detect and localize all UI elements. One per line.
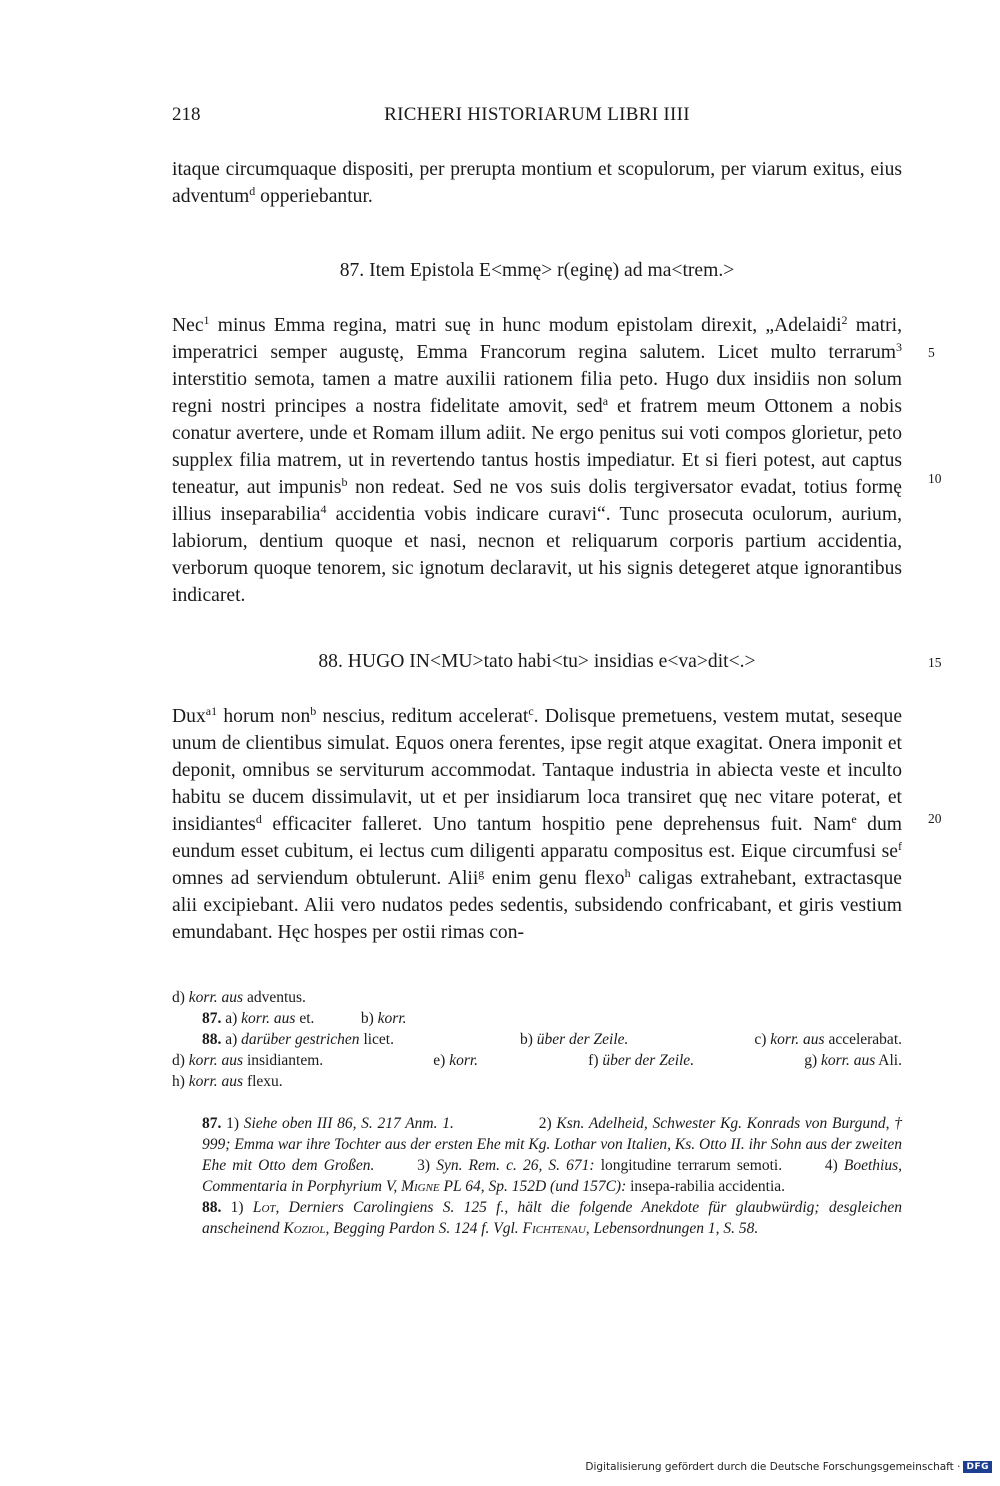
- chapter-87-body: Nec$^1$ minus Emma regina, matri suę in hunc modum epistolam direxit, „Adelaidi$^2$ matri, imperatrici semper augustę, Emma Francorum regina salutem. Licet multo terrarum$^3$ interstitio semota, tamen a matre auxilii rationem filia peto. Hugo dux insidiis non solum regni nostri principes a nostra fidelitate amovit, sed$^a$ et fratrem meum Ottonem a nobis conatur avertere, unde et Romam illum adiit. Ne ergo penitus sui voti compos glorietur, peto supplex filia matrem, ut in revertendo tantus hostis impediatur. Et si fieri potest, aut captus teneatur, aut impunis$^b$ non redeat. Sed ne vos suis dolis tergiversator evadat, totius formę illius inseparabilia$^4$ accidentia vobis indicare curavi“. Tunc prosecuta oculorum, aurium, labiorum, dentium quoque et nasi, necnon et reliquarum corporis partium accidentia, verborum quoque tenorem, sic ignotum declaravit, ut his signis detegeret atque ignorantibus indicaret.: [172, 313, 902, 606]
- textual-apparatus: d) korr. aus adventus. 87. a) korr. aus et. b) korr. 88. a) darüber gestrichen licet. b) über der Zeile. c) korr. aus accelerabat. d) korr. aus insidiantem. e) korr. f) über der Zeile. g) korr. aus Ali. h) korr. aus flexu.: [172, 989, 902, 1090]
- line-number: 10: [928, 471, 942, 486]
- line-number: 20: [928, 811, 942, 826]
- chapter-88-body: Dux$^{a1}$ horum non$^b$ nescius, reditum accelerat$^c$. Dolisque premetuens, vestem mutat, seseque unum de clientibus simulat. Equos onera ferentes, ipse regit atque exagitat. Onera imponit et deponit, omnibus se serviturum accommodat. Tantaque industria in abiecta veste et inculto habitu se ducem dissimulavit, ut et per insidiarum loca transiret quę nec vitare poterat, et insidiantes$^d$ efficaciter falleret. Uno tantum hospitio pene deprehensus fuit. Nam$^e$ dum eundum esset cubitum, ei lectus cum diligenti apparatu compositus est. Eique circumfusi $se^f$ omnes ad serviendum obtulerunt. Alii$^g$ enim genu flexo$^h$ caligas extrahebant, extractasque alii excipiebant. Alii vero nudatos pedes sedentis, subsidendo confricabant, et giris vestium emundabant. Hęc hospes per ostii rimas con-: [172, 704, 903, 943]
- page-number: 218: [172, 104, 201, 125]
- dfg-logo: DFG: [963, 1461, 992, 1473]
- commentary-notes: 87. 1) Siehe oben III 86, S. 217 Anm. 1. 2) Ksn. Adelheid, Schwester Kg. Konrads von Burgund, † 999; Emma war ihre Tochter aus der ersten Ehe mit Kg. Lothar von Italien, Ks. Otto II. ihr Sohn aus der zweiten Ehe mit Otto dem Großen. 3) Syn. Rem. c. 26, S. 671: longitudine terrarum semoti. 4) Boethius, Commentaria in Porphyrium V, Migne PL 64, Sp. 152D (und 157C): insepa-rabilia accidentia. 88. 1) Lot, Derniers Carolingiens S. 125 f., hält die folgende Anekdote für glaubwürdig; desgleichen anscheinend Koziol, Begging Pardon S. 124 f. Vgl. Fichtenau, Lebensordnungen 1, S. 58.: [202, 1115, 902, 1237]
- continuation-paragraph: itaque circumquaque dispositi, per prerupta montium et scopulorum, per viarum exitus, eius adventum$^d$ opperiebantur.: [172, 159, 902, 207]
- digitization-credit: [585, 1461, 992, 1473]
- running-head: [172, 104, 902, 134]
- chapter-88-heading: 88. HUGO IN<MU>tato habi<tu> insidias e<va>dit<.>: [318, 651, 756, 672]
- credit-text: Digitalisierung gefördert durch die Deutsche Forschungsgemeinschaft ·: [585, 1461, 961, 1473]
- line-number: 5: [928, 345, 935, 360]
- running-title: RICHERI HISTORIARUM LIBRI IIII: [384, 104, 690, 125]
- chapter-87-heading: 87. Item Epistola E<mmę> r(eginę) ad ma<trem.>: [339, 260, 735, 281]
- line-number: 15: [928, 655, 942, 670]
